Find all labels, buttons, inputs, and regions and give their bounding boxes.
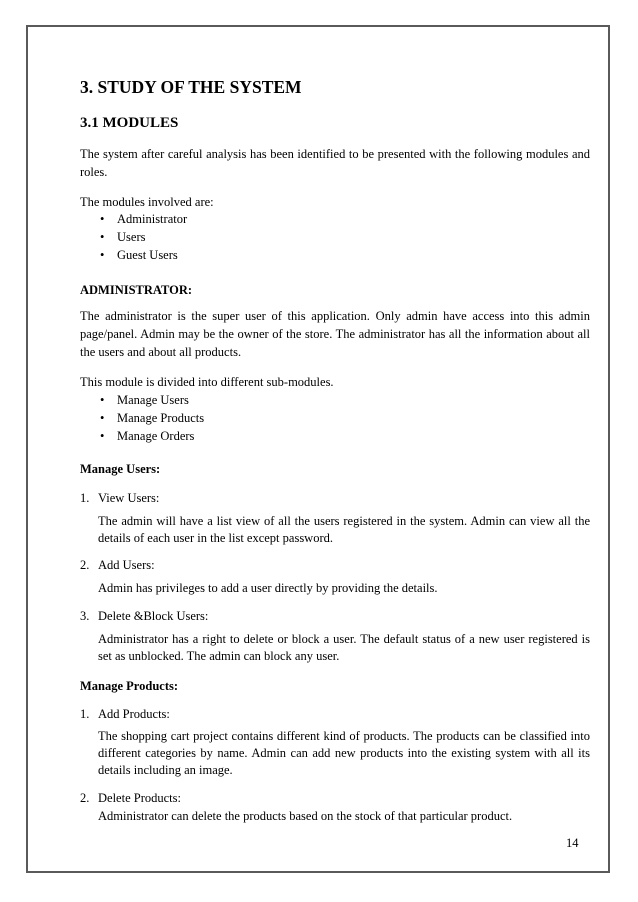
submodules-intro: This module is divided into different sub-modules. — [80, 375, 334, 389]
bullet-icon: • — [100, 411, 105, 425]
item-title: Add Users: — [98, 558, 155, 572]
item-title: View Users: — [98, 491, 160, 505]
list-number: 1. — [80, 707, 90, 721]
manage-users-heading: Manage Users: — [80, 462, 161, 476]
section-heading: 3. STUDY OF THE SYSTEM — [80, 77, 302, 97]
list-item: • Administrator — [100, 212, 188, 226]
manage-products-heading: Manage Products: — [80, 679, 179, 693]
list-item: • Guest Users — [100, 248, 178, 262]
list-number: 2. — [80, 558, 90, 572]
bullet-icon: • — [100, 230, 105, 244]
item-description: Administrator can delete the products based on the stock of that particular product. — [98, 809, 513, 823]
bullet-icon: • — [100, 429, 105, 443]
administrator-heading: ADMINISTRATOR: — [80, 283, 193, 297]
bullet-icon: • — [100, 393, 105, 407]
item-description: Admin has privileges to add a user directly by providing the details. — [98, 581, 438, 595]
item-description: The shopping cart project contains different kind of products. The products can be classified into different categories by name. Admin can add new products into the existing system with all its details including an image. — [98, 729, 590, 777]
bullet-icon: • — [100, 248, 105, 262]
intro-paragraph: The system after careful analysis has been identified to be presented with the following modules and roles. — [80, 147, 590, 179]
document-page — [26, 25, 610, 873]
list-number: 1. — [80, 491, 90, 505]
item-description: Administrator has a right to delete or block a user. The default status of a new user registered is set as unblocked. The admin can block any user. — [98, 632, 590, 663]
subsection-heading: 3.1 MODULES — [80, 115, 179, 131]
modules-intro: The modules involved are: — [80, 195, 214, 209]
modules-list — [80, 210, 590, 264]
submodules-list — [80, 391, 590, 445]
page-number: 14 — [566, 836, 579, 850]
item-title: Add Products: — [98, 707, 170, 721]
list-number: 2. — [80, 791, 90, 805]
list-item: • Manage Products — [100, 411, 205, 425]
item-title: Delete &Block Users: — [98, 609, 209, 623]
list-item: • Users — [100, 230, 146, 244]
administrator-paragraph: The administrator is the super user of this application. Only admin have access into this admin page/panel. Admin may be the owner of the store. The administrator has all the information about all the users and about all products. — [80, 309, 590, 359]
item-description: The admin will have a list view of all the users registered in the system. Admin can view all the details of each user in the list except password. — [98, 514, 590, 545]
bullet-icon: • — [100, 212, 105, 226]
list-item: • Manage Orders — [100, 429, 195, 443]
item-title: Delete Products: — [98, 791, 181, 805]
list-number: 3. — [80, 609, 90, 623]
list-item: • Manage Users — [100, 393, 189, 407]
